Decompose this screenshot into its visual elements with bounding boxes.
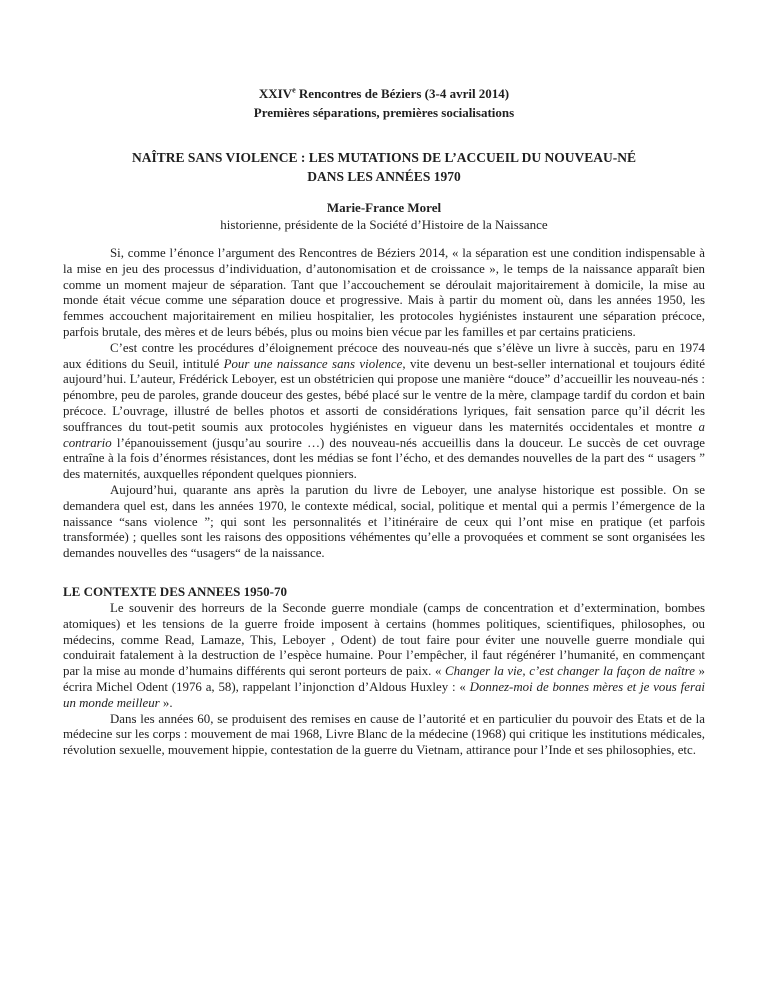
text-run: Dans les années 60, se produisent des remises en cause de l’autorité et en particulier du pouvoir des Etats et de la médecine sur les corps : mouvement de mai 1968, Livre Blanc de la médecine (1968) qui critique les institutions médicales, révolution sexuelle, mouvement hippie, contestation de la guerre du Vietnam, attirance pour l’Inde et ses philosophies, etc. xyxy=(63,711,705,758)
document-header xyxy=(63,84,705,122)
author-role: historienne, présidente de la Société d’Histoire de la Naissance xyxy=(220,217,548,232)
italic-text-run: Donnez-moi de bonnes mères et je vous ferai un monde meilleur xyxy=(63,679,705,710)
text-run: » écrira Michel Odent (1976 a, 58), rappelant l’injonction d’Aldous Huxley : « xyxy=(63,664,706,694)
text-run: ». xyxy=(159,695,173,710)
text-run: , vite devenu un best-seller international et toujours édité aujourd’hui. L’auteur, Frédérick Leboyer, est un obstétricien qui propose une manière “douce” d’accueillir les nouveau-nés : pénombre, peu de paroles, grande douceur des gestes, bébé placé sur le ventre de la mère, clampage tardif du cordon et bain précoce. L’ouvrage, illustré de belles photos et assorti de considérations lyriques, fait sensation parce qu’il décrit les souffrances du tout-petit soumis aux protocoles hygiénistes en vigueur dans les maternités occidentales et montre xyxy=(63,356,705,434)
text-run: l’épanouissement (jusqu’au sourire …) des nouveau-nés accueillis dans la douceur. Le succès de cet ouvrage entraîne à la fois d’énormes résistances, dont les médias se font l’écho, et des demandes nouvelles de la part des “ usagers ” des maternités, auxquelles répondent quelques pionniers. xyxy=(63,435,705,482)
author-block xyxy=(63,199,705,233)
italic-text-run: Changer la vie, c’est changer la façon de naître xyxy=(445,664,695,679)
paragraph xyxy=(63,712,705,759)
text-run: Le souvenir des horreurs de la Seconde guerre mondiale (camps de concentration et d’extermination, bombes atomiques) et les tensions de la guerre froide imposent à certains (hommes politiques, scientifiques, philosophes, ou médecins, comme Read, Lamaze, This, Leboyer , Odent) de tout faire pour éviter une nouvelle guerre mondiale qui conduirait fatalement à la destruction de l’espèce humaine. Pour l’empêcher, il faut régénérer l’humanité, en commençant par la mise au monde d’humains différents qui seront porteurs de paix. « xyxy=(63,600,705,679)
title-line-2: DANS LES ANNÉES 1970 xyxy=(307,169,461,184)
title-line-1: NAÎTRE SANS VIOLENCE : LES MUTATIONS DE L’ACCUEIL DU NOUVEAU-NÉ xyxy=(132,150,636,165)
section-heading: LE CONTEXTE DES ANNEES 1950-70 xyxy=(63,583,287,599)
italic-text-run: a contrario xyxy=(63,419,705,450)
text-run: Si, comme l’énonce l’argument des Rencontres de Béziers 2014, « la séparation est une condition indispensable à la mise en jeu des processus d’individuation, d’autonomisation et de croissance », le temps de la naissance apparaît bien comme un moment majeur de séparation. Tant que l’accouchement se déroulait majoritairement à domicile, la mise au monde était vécue comme une séparation douce et progressive. Mais à partir du moment où, dans les années 1950, les femmes accouchent majoritairement en milieu hospitalier, les protocoles hygiénistes instaurent une séparation précoce, parfois brutale, des mères et de leurs bébés, plus ou moins bien vécue par les familles et par certains praticiens. xyxy=(63,246,705,339)
header-event-prefix: XXIV xyxy=(258,86,293,101)
text-run: C’est contre les procédures d’éloignement précoce des nouveau-nés que s’élève un livre à succès, paru en 1974 aux éditions du Seuil, intitulé xyxy=(63,340,705,371)
header-theme-line: Premières séparations, premières socialisations xyxy=(253,105,515,120)
paragraph xyxy=(63,246,705,341)
paragraph xyxy=(63,483,705,562)
text-run: Aujourd’hui, quarante ans après la parution du livre de Leboyer, une analyse historique est possible. On se demandera quel est, dans les années 1970, le contexte médical, social, politique et mental qui a permis l’émergence de la naissance “sans violence ”; qui sont les personnalités et l’itinéraire de ceux qui l’ont mise en pratique (et parfois transformée) ; quelles sont les raisons des oppositions véhémentes qu’elle a provoquées et comment se sont organisées les demandes nouvelles des “usagers“ de la naissance. xyxy=(63,482,705,561)
italic-text-run: Pour une naissance sans violence xyxy=(223,356,403,371)
paragraph xyxy=(63,341,705,483)
author-name: Marie-France Morel xyxy=(326,200,442,215)
header-event-line xyxy=(63,84,705,103)
document-body xyxy=(63,246,705,759)
paragraph xyxy=(63,601,705,712)
document-title xyxy=(63,148,705,186)
header-event-rest: Rencontres de Béziers (3-4 avril 2014) xyxy=(295,86,510,101)
header-event-superscript: e xyxy=(292,85,296,95)
